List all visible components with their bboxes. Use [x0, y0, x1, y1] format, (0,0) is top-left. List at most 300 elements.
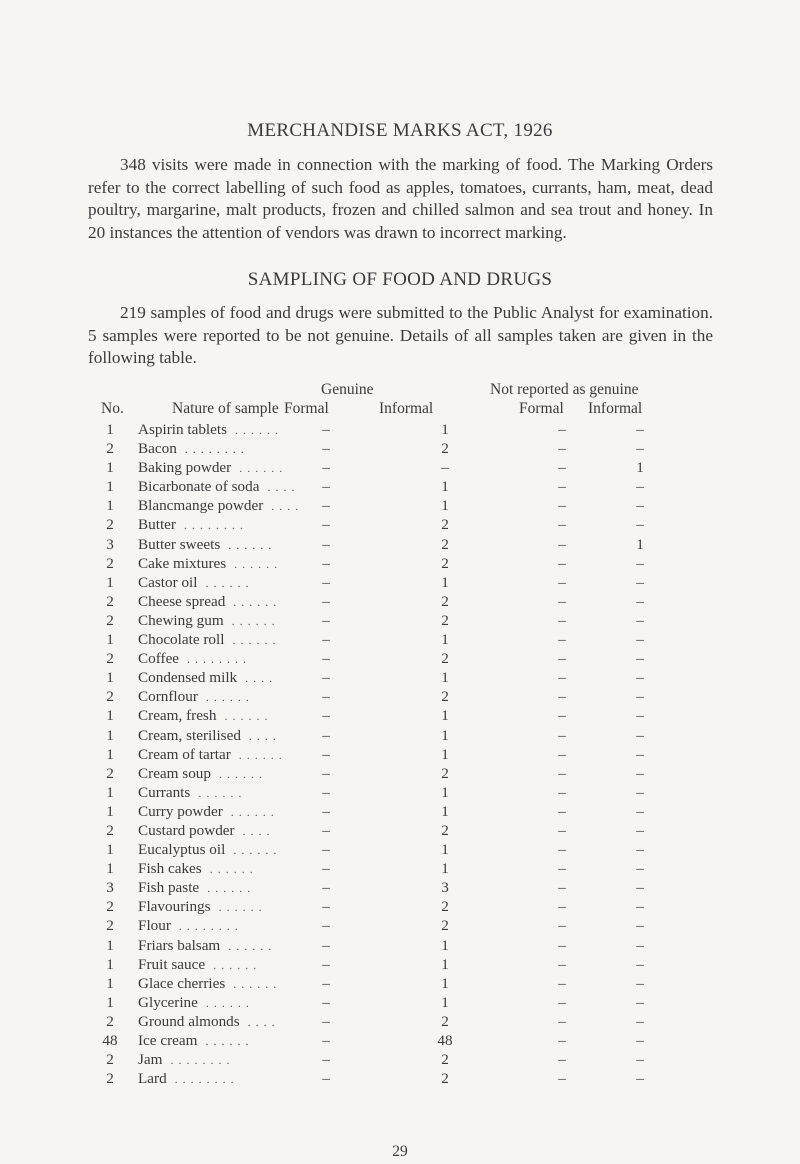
row-genuine-formal: – [322, 554, 330, 572]
row-count: 1 [106, 860, 114, 878]
leader-dots: . . . . . . [205, 690, 250, 705]
row-nature [138, 726, 277, 746]
row-nature [138, 764, 263, 784]
row-not-genuine-informal: – [636, 1012, 644, 1030]
row-nature [138, 630, 276, 650]
row-genuine-informal: 2 [441, 1070, 449, 1088]
row-not-genuine-informal: – [636, 440, 644, 458]
row-not-genuine-formal: – [558, 936, 566, 954]
leader-dots: . . . . . . . . [183, 518, 244, 533]
row-genuine-informal: 1 [441, 497, 449, 515]
leader-dots: . . . . . . [207, 881, 252, 896]
row-nature-text: Custard powder [138, 821, 235, 839]
row-genuine-formal: – [322, 688, 330, 706]
row-genuine-formal: – [322, 993, 330, 1011]
row-genuine-formal: – [322, 1051, 330, 1069]
row-nature [138, 496, 299, 516]
row-count: 1 [106, 421, 114, 438]
row-genuine-informal: 2 [441, 898, 449, 916]
row-nature [138, 1012, 276, 1032]
table-row [90, 955, 690, 974]
row-not-genuine-formal: – [558, 592, 566, 610]
row-nature [138, 535, 272, 555]
row-genuine-informal: 1 [441, 478, 449, 496]
row-not-genuine-formal: – [558, 860, 566, 878]
row-nature [138, 1031, 249, 1051]
row-genuine-informal: 2 [441, 917, 449, 935]
row-nature [138, 936, 272, 956]
row-not-genuine-formal: – [558, 917, 566, 935]
row-not-genuine-informal: – [636, 1032, 644, 1049]
table-row [90, 726, 690, 745]
leader-dots: . . . . . . [213, 957, 258, 972]
row-genuine-formal: – [322, 421, 330, 438]
row-genuine-informal: 1 [441, 573, 449, 591]
row-nature-text: Eucalyptus oil [138, 841, 226, 859]
row-not-genuine-informal: 1 [636, 535, 644, 553]
leader-dots: . . . . . . [235, 423, 280, 437]
row-genuine-formal: – [322, 478, 330, 496]
row-nature [138, 554, 278, 574]
leader-dots: . . . . . . [224, 709, 269, 724]
leader-dots: . . . . [242, 823, 271, 838]
row-count: 2 [106, 611, 114, 629]
row-genuine-formal: – [322, 516, 330, 534]
row-not-genuine-formal: – [558, 1051, 566, 1069]
row-not-genuine-informal: – [636, 726, 644, 744]
leader-dots: . . . . . . [205, 1034, 250, 1048]
row-not-genuine-formal: – [558, 974, 566, 992]
row-count: 2 [106, 764, 114, 782]
leader-dots: . . . . . . [234, 556, 279, 571]
row-not-genuine-formal: – [558, 821, 566, 839]
row-count: 1 [106, 802, 114, 820]
row-nature-text: Coffee [138, 650, 180, 668]
row-not-genuine-formal: – [558, 478, 566, 496]
row-not-genuine-informal: – [636, 802, 644, 820]
row-genuine-informal: 2 [441, 611, 449, 629]
row-nature [138, 783, 242, 803]
table-row [90, 1050, 690, 1069]
row-nature [138, 821, 271, 841]
row-not-genuine-formal: – [558, 554, 566, 572]
header-no: No. [101, 400, 124, 417]
header-nature: Nature of sample [172, 400, 279, 417]
row-count: 2 [106, 821, 114, 839]
row-nature-text: Fish paste [138, 879, 200, 897]
row-not-genuine-informal: – [636, 783, 644, 801]
row-nature [138, 1069, 235, 1089]
row-count: 2 [106, 1012, 114, 1030]
table-row [90, 840, 690, 859]
row-not-genuine-informal: – [636, 478, 644, 496]
row-not-genuine-informal: – [636, 688, 644, 706]
row-nature-text: Condensed milk [138, 669, 238, 687]
row-genuine-formal: – [322, 459, 330, 477]
row-nature [138, 573, 249, 593]
row-nature [138, 439, 245, 459]
row-not-genuine-formal: – [558, 802, 566, 820]
page-title: MERCHANDISE MARKS ACT, 1926 [247, 120, 553, 141]
table-row [90, 783, 690, 802]
table-row [90, 496, 690, 515]
leader-dots: . . . . . . [205, 995, 250, 1010]
table-row [90, 859, 690, 878]
row-genuine-formal: – [322, 745, 330, 763]
row-genuine-formal: – [322, 1012, 330, 1030]
row-not-genuine-informal: – [636, 898, 644, 916]
row-genuine-formal: – [322, 879, 330, 897]
table-row [90, 821, 690, 840]
row-count: 2 [106, 917, 114, 935]
row-nature-text: Ground almonds [138, 1012, 240, 1030]
row-not-genuine-informal: – [636, 554, 644, 572]
row-genuine-formal: – [322, 707, 330, 725]
header-informal: Informal [379, 400, 434, 417]
row-nature-text: Chewing gum [138, 611, 224, 629]
row-not-genuine-formal: – [558, 535, 566, 553]
row-not-genuine-informal: – [636, 974, 644, 992]
leader-dots: . . . . . . [232, 633, 277, 648]
leader-dots: . . . . . . [198, 785, 243, 800]
row-not-genuine-informal: – [636, 573, 644, 591]
row-nature-text: Fish cakes [138, 860, 202, 878]
row-genuine-informal: 2 [441, 516, 449, 534]
table-row [90, 974, 690, 993]
row-genuine-formal: – [322, 535, 330, 553]
leader-dots: . . . . . . [228, 537, 273, 552]
row-not-genuine-formal: – [558, 841, 566, 859]
row-not-genuine-informal: – [636, 707, 644, 725]
leader-dots: . . . . . . [233, 594, 278, 609]
row-genuine-formal: – [322, 898, 330, 916]
row-count: 3 [106, 535, 114, 553]
leader-dots: . . . . . . [233, 976, 278, 991]
row-nature-text: Fruit sauce [138, 955, 206, 973]
row-genuine-formal: – [322, 821, 330, 839]
row-count: 2 [106, 592, 114, 610]
row-not-genuine-informal: – [636, 860, 644, 878]
row-genuine-informal: 1 [441, 707, 449, 725]
row-nature-text: Baking powder [138, 459, 232, 477]
row-not-genuine-informal: – [636, 650, 644, 668]
row-count: 2 [106, 1070, 114, 1088]
row-nature [138, 477, 295, 497]
header-not-genuine: Not reported as genuine [490, 381, 639, 398]
row-not-genuine-informal: – [636, 841, 644, 859]
row-count: 1 [106, 478, 114, 496]
row-genuine-formal: – [322, 611, 330, 629]
leader-dots: . . . . . . [228, 938, 273, 953]
row-count: 1 [106, 745, 114, 763]
row-genuine-informal: 1 [441, 802, 449, 820]
row-nature-text: Ice cream [138, 1032, 198, 1049]
row-not-genuine-informal: – [636, 611, 644, 629]
leader-dots: . . . . . . [209, 862, 254, 877]
row-nature [138, 745, 283, 765]
row-not-genuine-formal: – [558, 955, 566, 973]
row-genuine-formal: – [322, 841, 330, 859]
row-genuine-informal: 1 [441, 421, 449, 438]
row-not-genuine-informal: – [636, 1070, 644, 1088]
table-row [90, 668, 690, 687]
row-count: 1 [106, 783, 114, 801]
row-genuine-formal: – [322, 936, 330, 954]
row-count: 2 [106, 898, 114, 916]
table-row [90, 936, 690, 955]
row-count: 2 [106, 688, 114, 706]
table-row [90, 554, 690, 573]
row-not-genuine-informal: – [636, 516, 644, 534]
row-not-genuine-formal: – [558, 1070, 566, 1088]
table-row [90, 878, 690, 897]
leader-dots: . . . . . . . . [178, 919, 239, 934]
row-not-genuine-informal: – [636, 421, 644, 438]
row-nature [138, 802, 275, 822]
row-nature-text: Chocolate roll [138, 631, 225, 649]
row-not-genuine-formal: – [558, 898, 566, 916]
row-genuine-formal: – [322, 592, 330, 610]
row-genuine-informal: 1 [441, 860, 449, 878]
table-row [90, 439, 690, 458]
leader-dots: . . . . [271, 499, 300, 514]
row-not-genuine-formal: – [558, 688, 566, 706]
leader-dots: . . . . . . . . [170, 1053, 231, 1068]
row-not-genuine-formal: – [558, 459, 566, 477]
table-row [90, 477, 690, 496]
row-not-genuine-formal: – [558, 745, 566, 763]
row-nature-text: Cornflour [138, 688, 198, 706]
leader-dots: . . . . . . [230, 804, 275, 819]
table-row [90, 573, 690, 592]
row-count: 1 [106, 631, 114, 649]
row-nature-text: Friars balsam [138, 936, 221, 954]
header-not-informal: Informal [588, 400, 643, 417]
row-genuine-informal: – [441, 459, 449, 477]
row-genuine-formal: – [322, 955, 330, 973]
row-count: 1 [106, 936, 114, 954]
row-nature [138, 592, 277, 612]
leader-dots: . . . . . . [218, 900, 263, 915]
leader-dots: . . . . . . [218, 766, 263, 781]
row-genuine-formal: – [322, 440, 330, 458]
row-genuine-informal: 2 [441, 1012, 449, 1030]
row-genuine-informal: 2 [441, 592, 449, 610]
table-row [90, 993, 690, 1012]
row-genuine-formal: – [322, 764, 330, 782]
row-genuine-informal: 1 [441, 783, 449, 801]
table-row [90, 1031, 690, 1050]
row-count: 1 [106, 955, 114, 973]
leader-dots: . . . . [247, 1014, 276, 1029]
table-row [90, 592, 690, 611]
row-nature [138, 649, 247, 669]
row-not-genuine-formal: – [558, 631, 566, 649]
row-nature [138, 458, 283, 478]
row-genuine-formal: – [322, 669, 330, 687]
row-not-genuine-informal: – [636, 669, 644, 687]
table-row [90, 1012, 690, 1031]
row-nature [138, 955, 257, 975]
row-count: 1 [106, 726, 114, 744]
leader-dots: . . . . . . . . [174, 1072, 235, 1087]
row-nature [138, 611, 276, 631]
row-genuine-informal: 2 [441, 821, 449, 839]
row-genuine-informal: 1 [441, 745, 449, 763]
row-not-genuine-informal: – [636, 1051, 644, 1069]
row-genuine-informal: 2 [441, 440, 449, 458]
leader-dots: . . . . . . [238, 747, 283, 762]
table-row [90, 897, 690, 916]
leader-dots: . . . . . . [239, 461, 284, 476]
row-nature-text: Blancmange powder [138, 497, 264, 515]
samples-table [90, 420, 690, 1088]
row-genuine-informal: 1 [441, 974, 449, 992]
row-nature-text: Aspirin tablets [138, 421, 228, 438]
row-genuine-formal: – [322, 650, 330, 668]
row-genuine-formal: – [322, 631, 330, 649]
row-nature-text: Cream of tartar [138, 745, 231, 763]
row-genuine-informal: 1 [441, 936, 449, 954]
table-row [90, 515, 690, 534]
row-nature [138, 668, 273, 688]
row-genuine-informal: 3 [441, 879, 449, 897]
row-count: 1 [106, 841, 114, 859]
row-genuine-formal: – [322, 573, 330, 591]
table-row [90, 649, 690, 668]
row-count: 2 [106, 650, 114, 668]
row-nature [138, 420, 279, 440]
row-count: 2 [106, 1051, 114, 1069]
row-genuine-informal: 2 [441, 764, 449, 782]
row-not-genuine-formal: – [558, 440, 566, 458]
row-nature [138, 840, 277, 860]
row-genuine-formal: – [322, 917, 330, 935]
row-nature-text: Cream soup [138, 764, 211, 782]
row-not-genuine-informal: – [636, 955, 644, 973]
row-nature-text: Jam [138, 1051, 163, 1069]
row-not-genuine-formal: – [558, 669, 566, 687]
row-genuine-formal: – [322, 783, 330, 801]
paragraph-sampling-text: 219 samples of food and drugs were submitted to the Public Analyst for examination. 5 samples were reported to be not genuine. Details of all samples taken are given in the following table. [88, 303, 713, 368]
row-not-genuine-informal: – [636, 745, 644, 763]
leader-dots: . . . . . . [233, 843, 278, 858]
row-genuine-formal: – [322, 1032, 330, 1049]
row-count: 48 [102, 1032, 118, 1049]
row-nature [138, 974, 277, 994]
section-title: SAMPLING OF FOOD AND DRUGS [247, 269, 553, 290]
row-nature [138, 993, 250, 1013]
leader-dots: . . . . [245, 671, 274, 686]
row-nature-text: Curry powder [138, 802, 223, 820]
row-nature-text: Castor oil [138, 573, 198, 591]
row-nature-text: Cream, fresh [138, 707, 217, 725]
row-genuine-informal: 2 [441, 554, 449, 572]
row-count: 1 [106, 707, 114, 725]
table-row [90, 535, 690, 554]
row-not-genuine-informal: – [636, 764, 644, 782]
table-row [90, 764, 690, 783]
row-genuine-informal: 1 [441, 631, 449, 649]
row-genuine-formal: – [322, 726, 330, 744]
row-genuine-informal: 2 [441, 650, 449, 668]
row-genuine-informal: 1 [441, 841, 449, 859]
row-genuine-informal: 48 [437, 1032, 453, 1049]
row-not-genuine-formal: – [558, 707, 566, 725]
row-not-genuine-formal: – [558, 726, 566, 744]
leader-dots: . . . . . . [231, 613, 276, 628]
row-not-genuine-formal: – [558, 1012, 566, 1030]
paragraph-sampling [88, 302, 713, 370]
row-nature [138, 706, 268, 726]
row-nature-text: Butter sweets [138, 535, 221, 553]
paragraph-merchandise-text: 348 visits were made in connection with the marking of food. The Marking Orders refer to the correct labelling of such food as apples, tomatoes, currants, ham, meat, dead poultry, margarine, malt products, frozen and chilled salmon and sea trout and honey. In 20 instances the attention of vendors was drawn to incorrect marking. [88, 155, 713, 242]
paragraph-merchandise [88, 154, 713, 244]
row-not-genuine-formal: – [558, 764, 566, 782]
table-row [90, 458, 690, 477]
row-count: 2 [106, 516, 114, 534]
row-not-genuine-informal: – [636, 821, 644, 839]
header-not-formal: Formal [519, 400, 564, 417]
row-not-genuine-informal: – [636, 917, 644, 935]
row-not-genuine-informal: 1 [636, 459, 644, 477]
row-not-genuine-formal: – [558, 573, 566, 591]
row-nature [138, 897, 263, 917]
row-nature [138, 878, 251, 898]
row-nature-text: Glace cherries [138, 974, 226, 992]
row-not-genuine-formal: – [558, 516, 566, 534]
row-genuine-informal: 1 [441, 955, 449, 973]
row-nature [138, 515, 244, 535]
row-genuine-formal: – [322, 1070, 330, 1088]
header-formal: Formal [284, 400, 329, 417]
row-not-genuine-formal: – [558, 497, 566, 515]
row-nature-text: Cream, sterilised [138, 726, 241, 744]
row-count: 3 [106, 879, 114, 897]
row-genuine-formal: – [322, 497, 330, 515]
table-row [90, 745, 690, 764]
row-not-genuine-formal: – [558, 879, 566, 897]
table-row [90, 420, 690, 439]
row-count: 1 [106, 497, 114, 515]
row-count: 1 [106, 573, 114, 591]
row-not-genuine-formal: – [558, 611, 566, 629]
row-count: 1 [106, 459, 114, 477]
page-number: 29 [392, 1143, 408, 1160]
table-row [90, 706, 690, 725]
row-nature-text: Glycerine [138, 993, 198, 1011]
row-not-genuine-informal: – [636, 993, 644, 1011]
row-nature-text: Bicarbonate of soda [138, 478, 260, 496]
row-not-genuine-informal: – [636, 879, 644, 897]
row-not-genuine-formal: – [558, 1032, 566, 1049]
row-nature [138, 859, 254, 879]
row-not-genuine-formal: – [558, 783, 566, 801]
row-nature [138, 916, 239, 936]
header-genuine: Genuine [321, 381, 374, 398]
row-nature [138, 1050, 230, 1070]
row-nature-text: Cake mixtures [138, 554, 227, 572]
row-genuine-formal: – [322, 802, 330, 820]
row-not-genuine-formal: – [558, 993, 566, 1011]
leader-dots: . . . . . . . . [187, 652, 248, 667]
row-not-genuine-informal: – [636, 592, 644, 610]
row-nature-text: Bacon [138, 440, 177, 458]
row-nature-text: Lard [138, 1070, 167, 1088]
row-genuine-informal: 2 [441, 688, 449, 706]
row-nature-text: Currants [138, 783, 191, 801]
row-not-genuine-informal: – [636, 497, 644, 515]
